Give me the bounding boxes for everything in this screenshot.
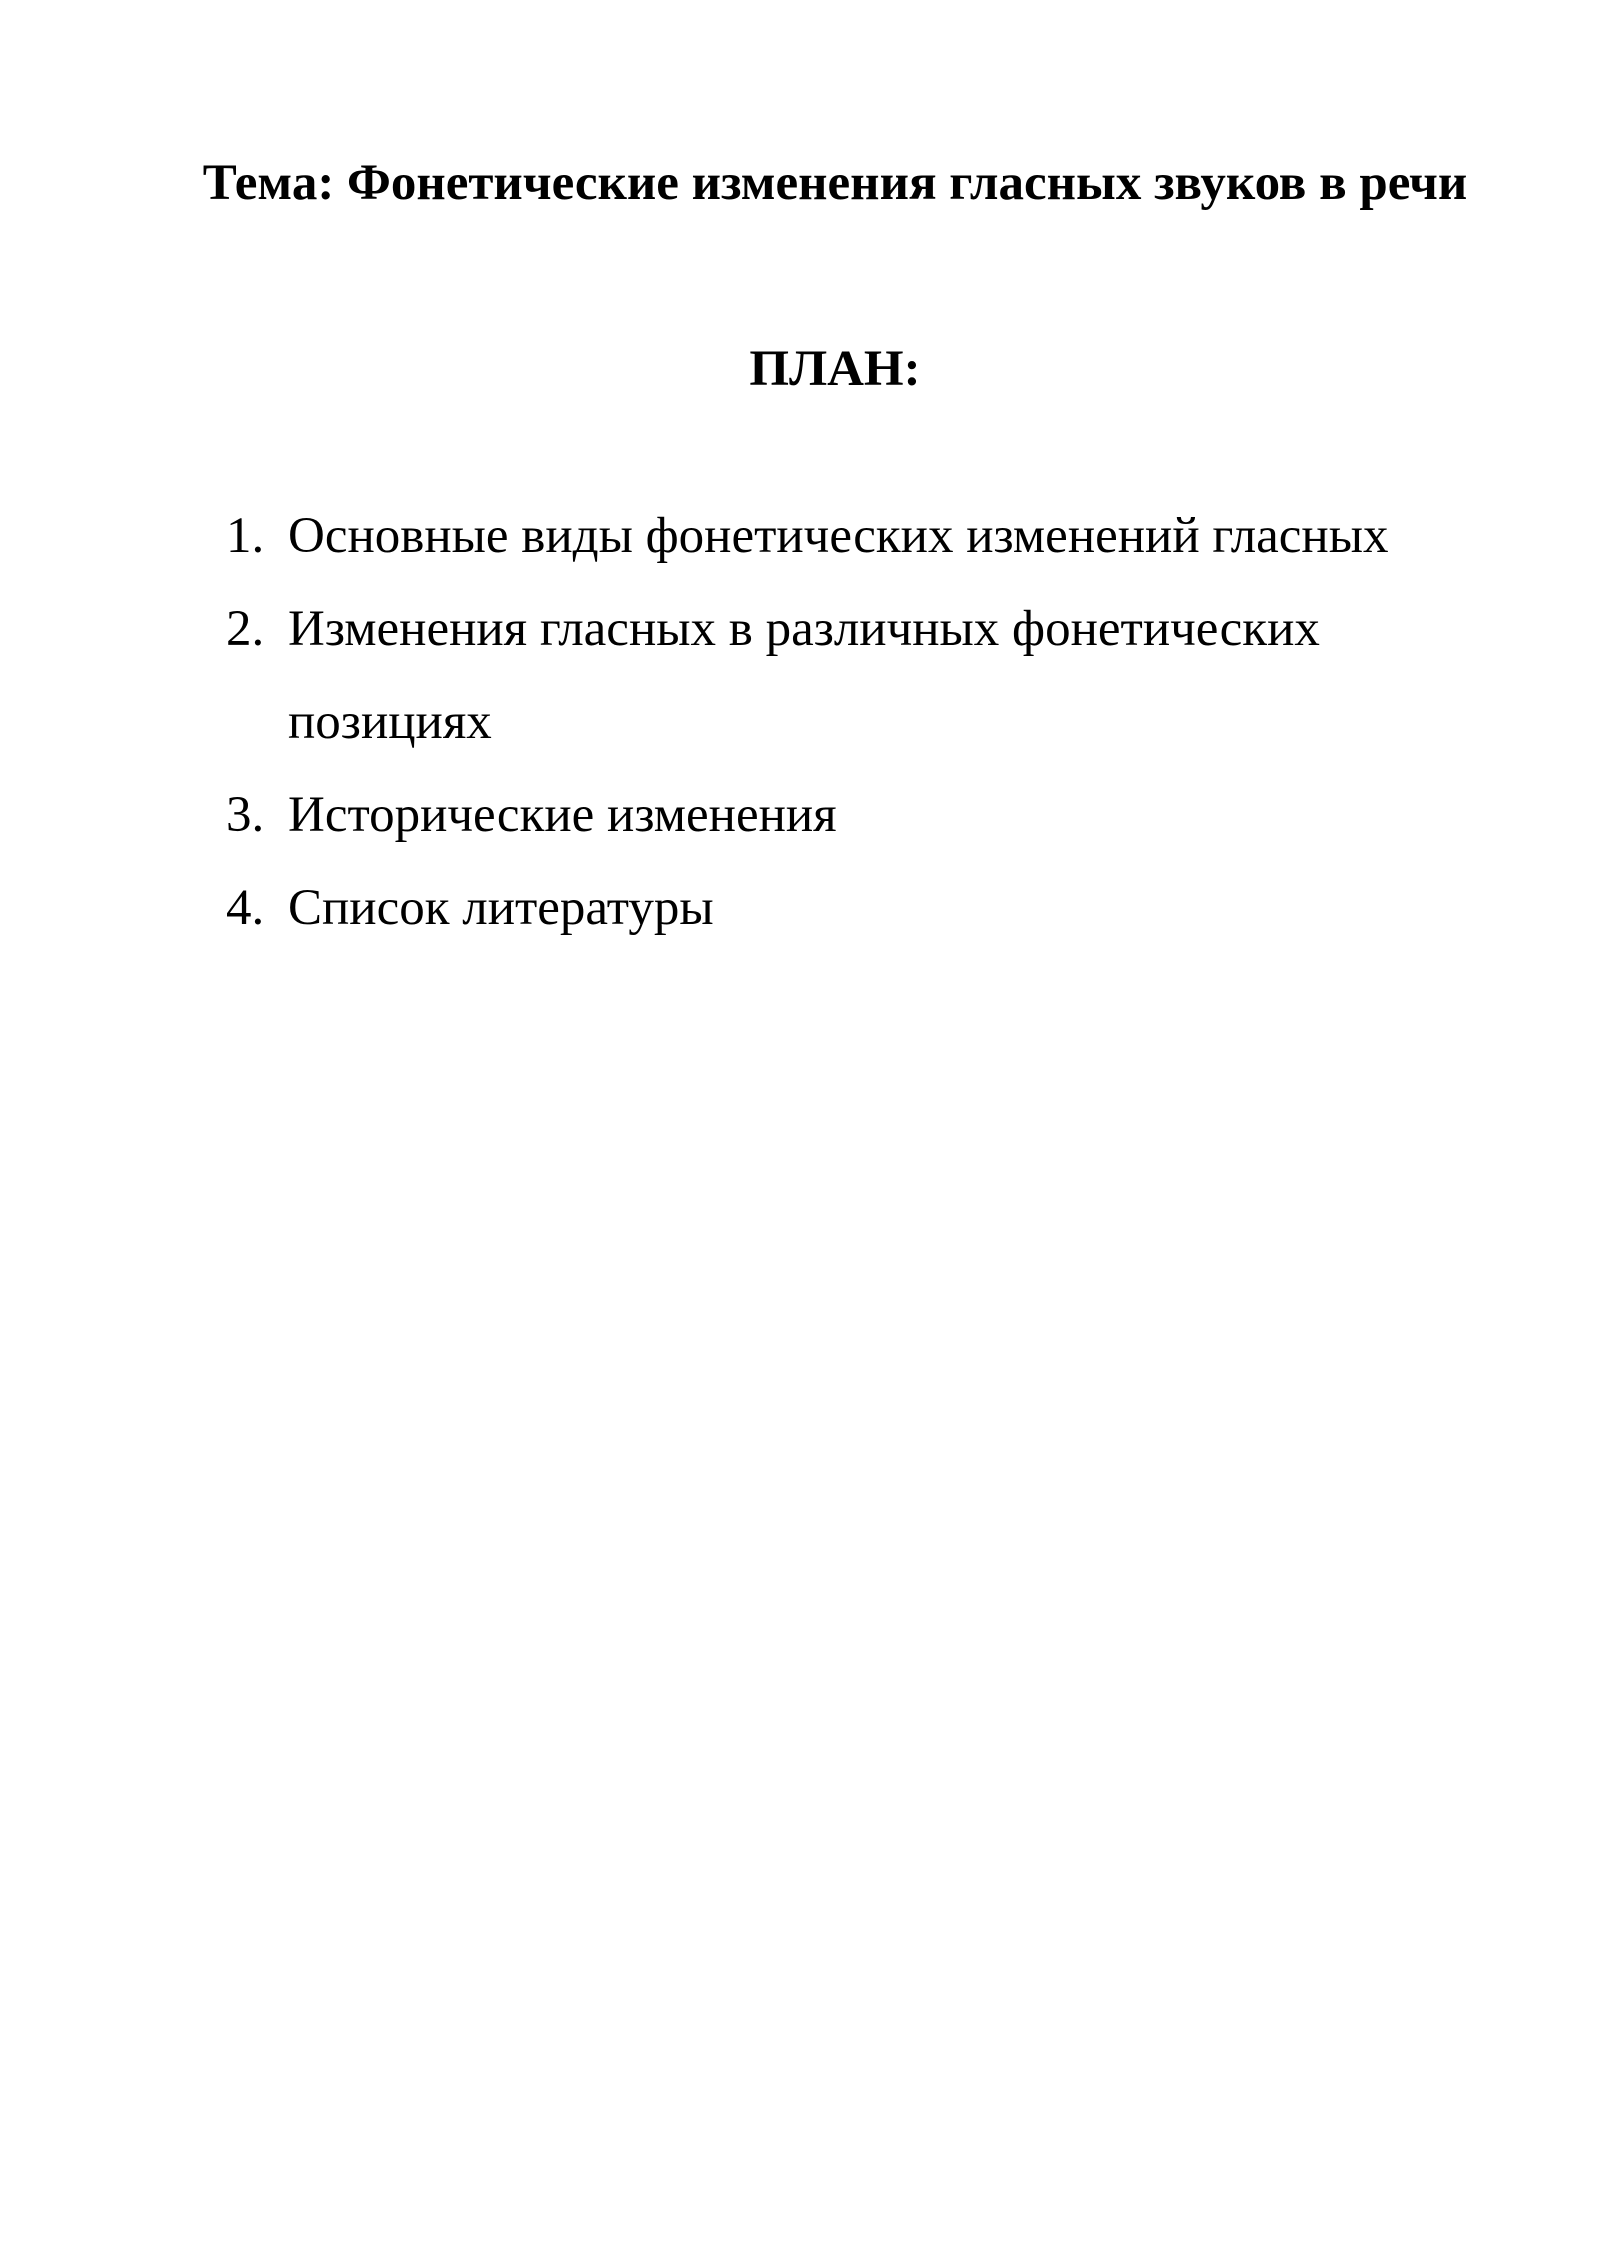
document-title: Тема: Фонетические изменения гласных звуков в речи	[202, 155, 1468, 211]
plan-item-number: 1.	[226, 508, 265, 564]
plan-item-text: Изменения гласных в различных фонетических позициях	[288, 601, 1320, 750]
plan-item	[226, 862, 1496, 955]
plan-item-text: Исторические изменения	[288, 787, 837, 843]
plan-item-text: Основные виды фонетических изменений гласных	[288, 508, 1389, 564]
plan-item-text: Список литературы	[288, 880, 714, 936]
plan-item-number: 2.	[226, 601, 265, 657]
plan-heading: ПЛАН:	[749, 341, 921, 397]
plan-item-number: 4.	[226, 880, 265, 936]
plan-item	[226, 490, 1496, 583]
plan-item-number: 3.	[226, 787, 265, 843]
plan-item	[226, 583, 1496, 769]
plan-item	[226, 769, 1496, 862]
plan-list	[226, 490, 1496, 955]
